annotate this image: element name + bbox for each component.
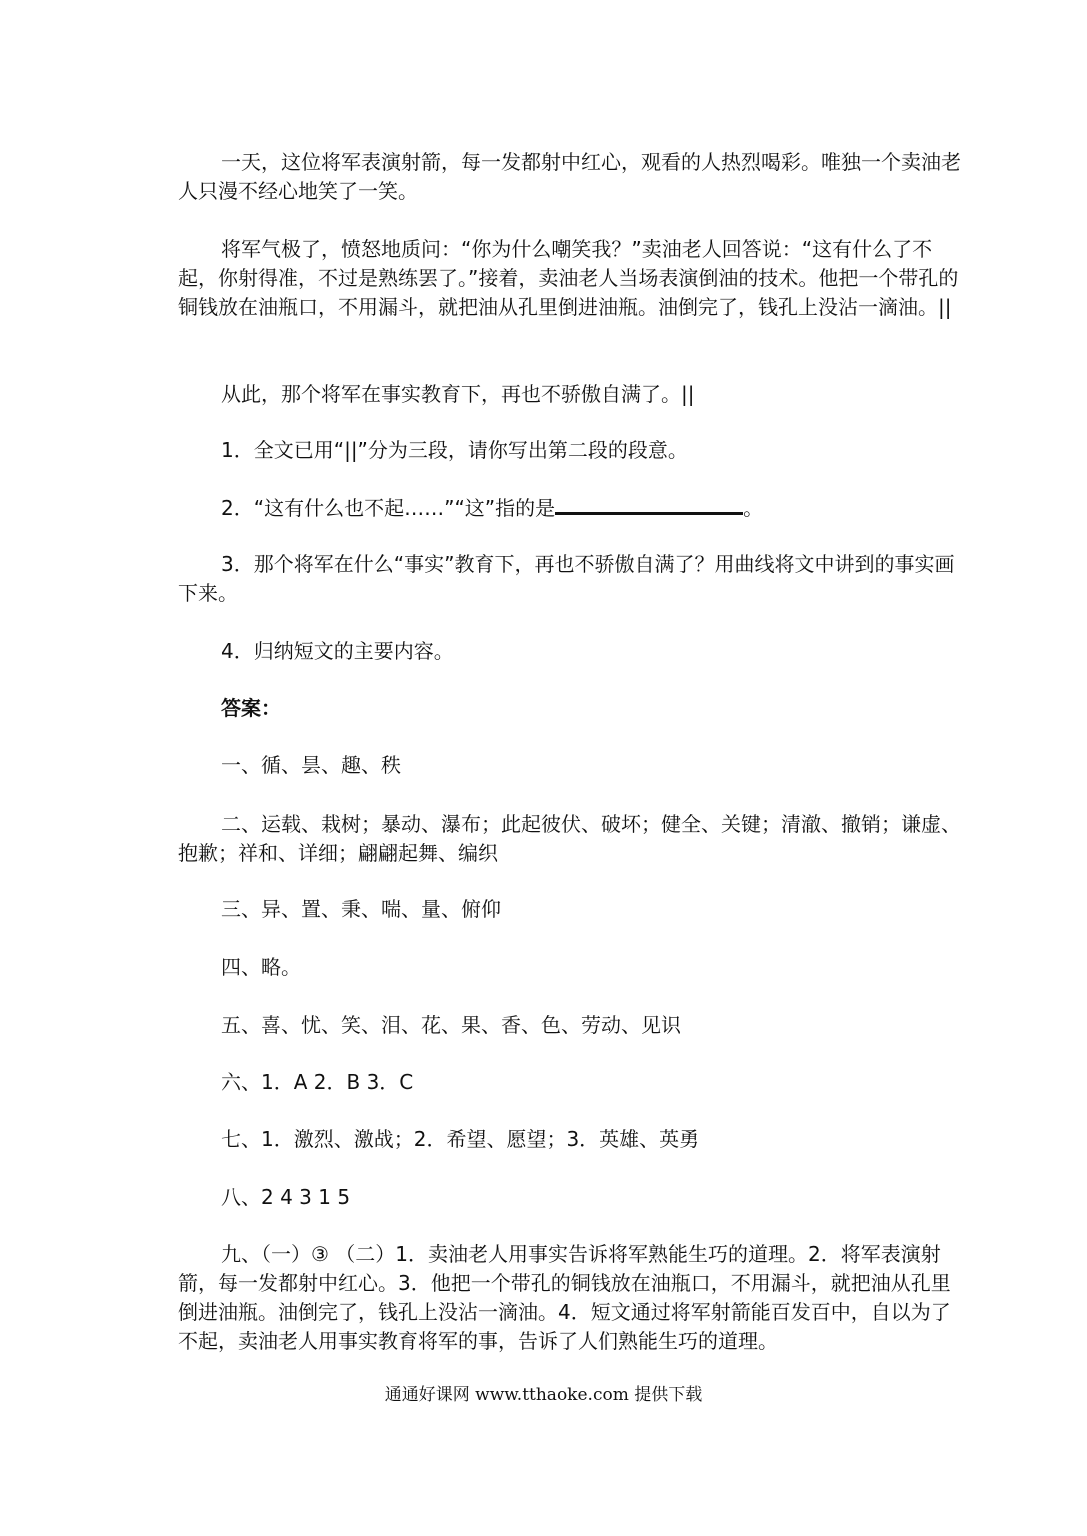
question-2-end: 。	[743, 496, 764, 520]
answers-heading: 答案：	[221, 696, 281, 720]
answer-4: 四、略。	[221, 955, 301, 979]
story-paragraph-1: 一天，这位将军表演射箭，每一发都射中红心，观看的人热烈喝彩。唯独一个卖油老人只漫不经心地笑了一笑。	[178, 150, 961, 203]
question-2-text: 2．“这有什么也不起……”“这”指的是	[221, 496, 556, 520]
question-3: 3．那个将军在什么“事实”教育下，再也不骄傲自满了？用曲线将文中讲到的事实画下来。	[178, 552, 955, 605]
footer-source: 通通好课网 www.tthaoke.com 提供下载	[384, 1385, 703, 1405]
answer-9: 九、（一）③ （二）1．卖油老人用事实告诉将军熟能生巧的道理。2．将军表演射箭，每一发都射中红心。3．他把一个带孔的铜钱放在油瓶口，不用漏斗，就把油从孔里倒进油瓶。油倒完了，钱孔上没沾一滴油。4．短文通过将军射箭能百发百中，自以为了不起，卖油老人用事实教育将军的事，告诉了人们熟能生巧的道理。	[178, 1242, 951, 1353]
answer-2: 二、运载、栽树；暴动、瀑布；此起彼伏、破坏；健全、关键；清澈、撤销；谦虚、抱歉；祥和、详细；翩翩起舞、编织	[178, 812, 961, 865]
question-2	[178, 494, 970, 523]
answer-6: 六、1．A 2．B 3．C	[221, 1070, 414, 1094]
story-paragraph-3: 从此，那个将军在事实教育下，再也不骄傲自满了。||	[221, 382, 695, 406]
answer-8: 八、2 4 3 1 5	[221, 1185, 351, 1209]
answer-5: 五、喜、忧、笑、泪、花、果、香、色、劳动、见识	[221, 1013, 681, 1037]
answer-blank-line	[555, 494, 743, 515]
question-1: 1．全文已用“||”分为三段，请你写出第二段的段意。	[221, 438, 688, 462]
question-4: 4．归纳短文的主要内容。	[221, 639, 454, 663]
answer-1: 一、循、昙、趣、秩	[221, 753, 401, 777]
answer-7: 七、1．激烈、激战；2．希望、愿望；3．英雄、英勇	[221, 1127, 700, 1151]
story-paragraph-2: 将军气极了，愤怒地质问：“你为什么嘲笑我？”卖油老人回答说：“这有什么了不起，你射得准，不过是熟练罢了。”接着，卖油老人当场表演倒油的技术。他把一个带孔的铜钱放在油瓶口，不用漏斗，就把油从孔里倒进油瓶。油倒完了，钱孔上没沾一滴油。||	[178, 237, 959, 319]
answer-3: 三、异、置、秉、喘、量、俯仰	[221, 897, 501, 921]
